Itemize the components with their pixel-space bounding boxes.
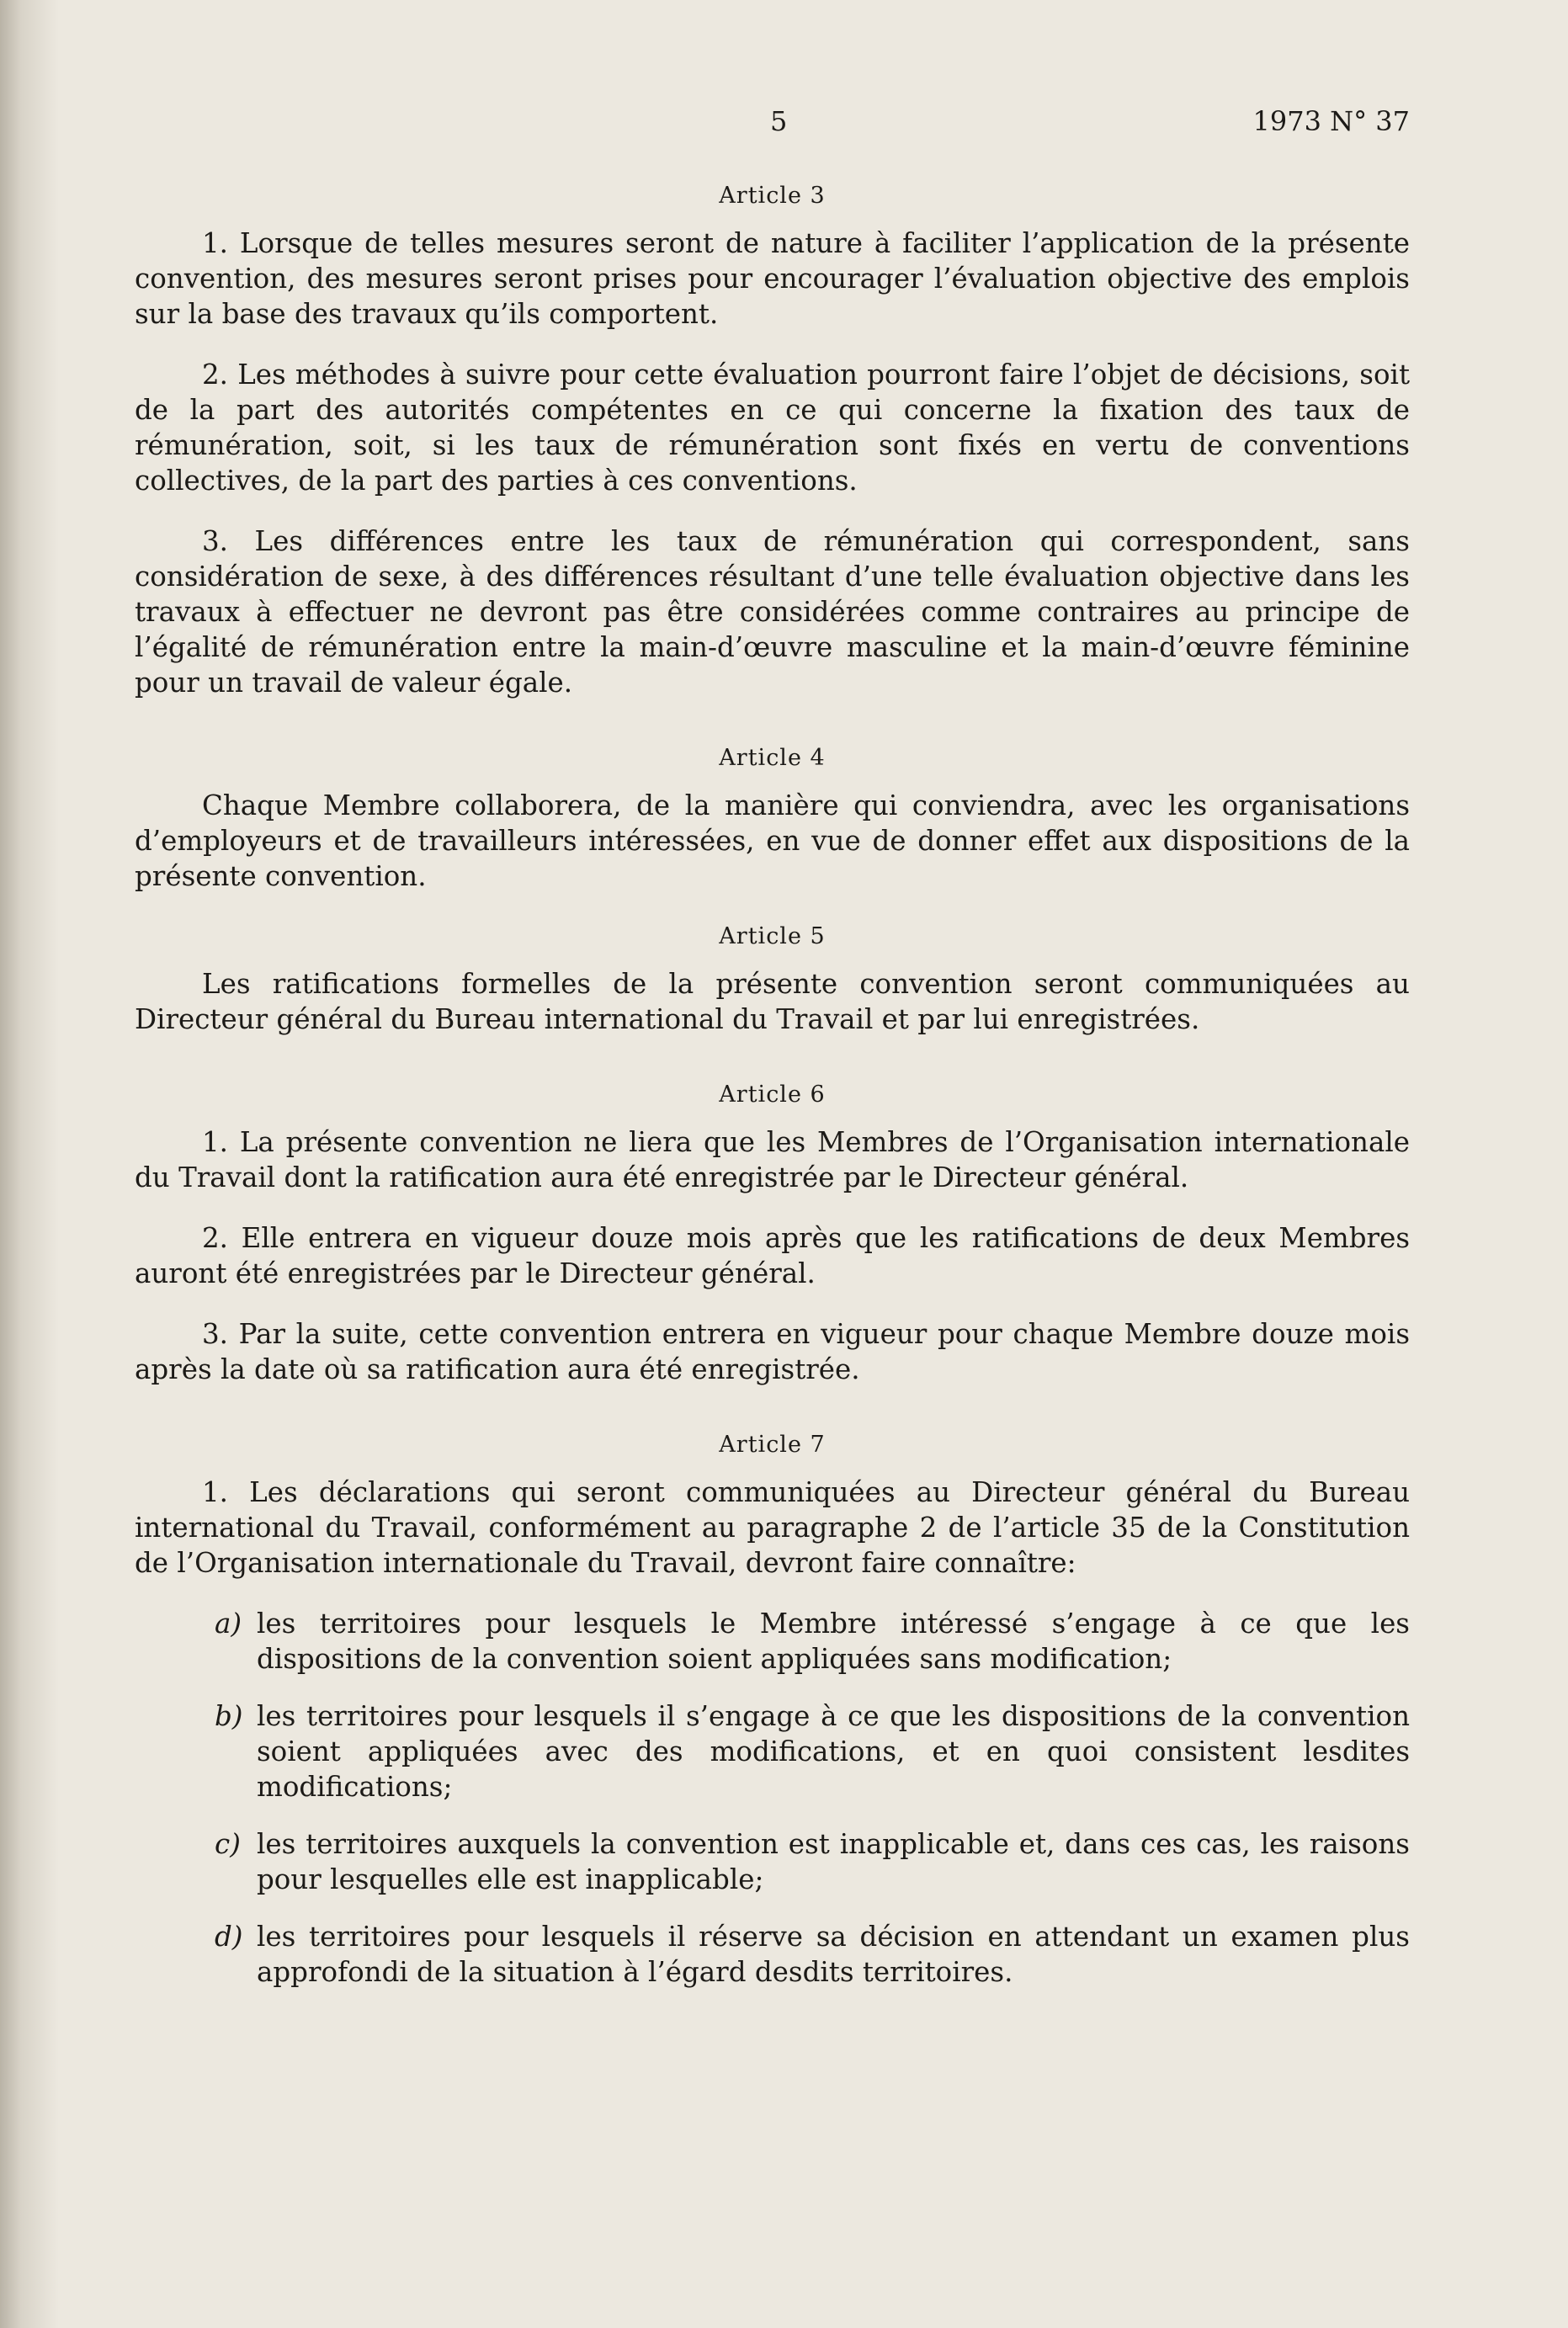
- list-item-text: les territoires pour lesquels le Membre intéressé s’engage à ce que les dispositions de la convention soient appliquées sans modification;: [257, 1608, 1410, 1675]
- paragraph: 2. Les méthodes à suivre pour cette évaluation pourront faire l’objet de décisions, soit de la part des autorités compétentes en ce qui concerne la fixation des taux de rémunération, soit, si les taux de rémunération sont fixés en vertu de conventions collectives, de la part des parties à ces conventions.: [135, 359, 1410, 497]
- paragraph: Les ratifications formelles de la présente convention seront communiquées au Directeur général du Bureau international du Travail et par lui enregistrées.: [135, 968, 1410, 1035]
- paragraph: 1. Lorsque de telles mesures seront de nature à faciliter l’application de la présente convention, des mesures seront prises pour encourager l’évaluation objective des emplois sur la base des travaux qu’ils comportent.: [135, 227, 1410, 330]
- article-heading: Article 5: [719, 923, 826, 949]
- list-item-label: d): [215, 1921, 243, 1953]
- list-item: [135, 1919, 1410, 1990]
- paragraph: 3. Par la suite, cette convention entrera en vigueur pour chaque Membre douze mois après la date où sa ratification aura été enregistrée.: [135, 1318, 1410, 1385]
- page-header: [135, 105, 1410, 147]
- binding-gutter-shadow: [0, 0, 59, 2328]
- article-heading: Article 4: [719, 745, 826, 771]
- paragraph: 3. Les différences entre les taux de rémunération qui correspondent, sans considération de sexe, à des différences résultant d’une telle évaluation objective dans les travaux à effectuer ne devront pas être considérées comme contraires au principe de l’égalité de rémunération entre la main-d’œuvre masculine et la main-d’œuvre féminine pour un travail de valeur égale.: [135, 525, 1410, 699]
- list-item-label: c): [215, 1828, 241, 1860]
- article-7: [135, 1427, 1410, 1990]
- article-6: [135, 1077, 1410, 1387]
- sub-item-list: [135, 1606, 1410, 1990]
- paragraph: Chaque Membre collaborera, de la manière qui conviendra, avec les organisations d’employeurs et de travailleurs intéressées, en vue de donner effet aux dispositions de la présente convention.: [135, 789, 1410, 892]
- list-item-label: a): [215, 1608, 242, 1640]
- list-item-text: les territoires pour lesquels il réserve sa décision en attendant un examen plus approfondi de la situation à l’égard desdits territoires.: [257, 1921, 1410, 1988]
- list-item: [135, 1826, 1410, 1897]
- paragraph: 2. Elle entrera en vigueur douze mois après que les ratifications de deux Membres auront été enregistrées par le Directeur général.: [135, 1222, 1410, 1289]
- document-page: [135, 0, 1410, 2328]
- article-heading: Article 6: [719, 1082, 826, 1108]
- page-number: 5: [770, 105, 788, 137]
- document-body: [135, 178, 1410, 2012]
- article-3: [135, 178, 1410, 700]
- list-item-text: les territoires auxquels la convention est inapplicable et, dans ces cas, les raisons pour lesquelles elle est inapplicable;: [257, 1828, 1410, 1895]
- list-item-text: les territoires pour lesquels il s’engage à ce que les dispositions de la convention soient appliquées avec des modifications, et en quoi consistent lesdites modifications;: [257, 1700, 1410, 1803]
- list-item-label: b): [215, 1700, 243, 1732]
- list-item: [135, 1606, 1410, 1677]
- paragraph: 1. Les déclarations qui seront communiquées au Directeur général du Bureau international du Travail, conformément au paragraphe 2 de l’article 35 de la Constitution de l’Organisation internationale du Travail, devront faire connaître:: [135, 1476, 1410, 1579]
- paragraph: 1. La présente convention ne liera que les Membres de l’Organisation internationale du Travail dont la ratification aura été enregistrée par le Directeur général.: [135, 1126, 1410, 1193]
- document-reference: 1973 N° 37: [1252, 105, 1410, 137]
- article-heading: Article 3: [719, 183, 826, 209]
- article-4: [135, 741, 1410, 894]
- list-item: [135, 1698, 1410, 1804]
- article-5: [135, 919, 1410, 1037]
- article-heading: Article 7: [719, 1432, 826, 1458]
